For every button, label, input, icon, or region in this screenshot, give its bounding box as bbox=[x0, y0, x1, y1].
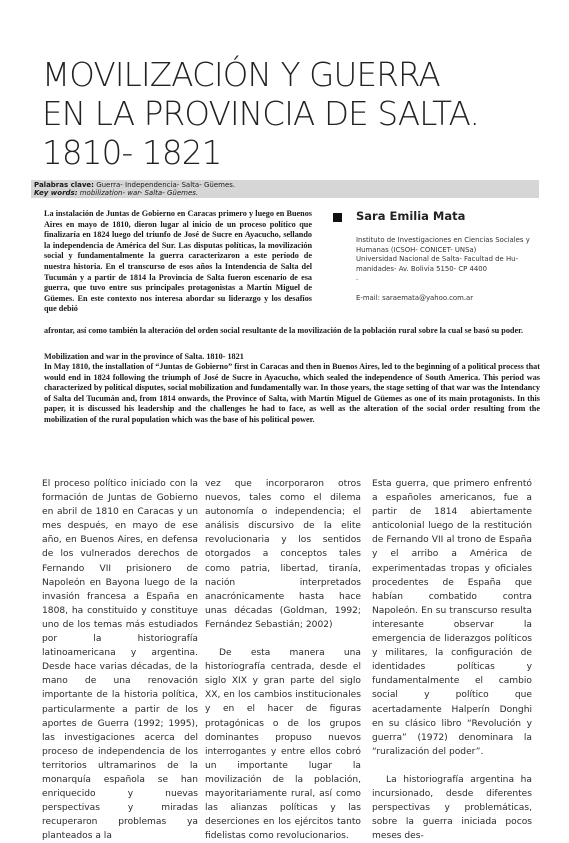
body-column-2 bbox=[205, 477, 361, 843]
keywords-es-label: Palabras clave: bbox=[34, 181, 94, 189]
paragraph: vez que incorporaron otros nuevos, tales como el dilema autonomía o independencia; el análisis discursivo de la elite revolucionaria y los sentidos otorgados a conceptos tales como patria, libertad, tiranía, nación interpretados anacrónicamente hasta hace unas décadas (Goldman, 1992; Fernández Sebastián; 2002) bbox=[205, 479, 361, 630]
abstract-en-title: Mobilization and war in the province of Salta. 1810- 1821 bbox=[44, 352, 244, 361]
abstract-es: La instalación de Juntas de Gobierno en Caracas primero y luego en Buenos Aires en mayo de 1810, dieron lugar al inicio de un proceso político que finalizaría en 1824 luego del triunfo de José de Sucre en Ayacucho, sellando la independencia de América del Sur. Las disputas políticas, la movilización social y fundamentalmente la guerra caracterizaron a este período de nuestra historia. En el transcurso de esos años la Intendencia de Salta del Tucumán y a partir de 1814 la Provincia de Salta fueron escenario de esa guerra, que tuvo entre sus principales protagonistas a Martín Miguel de Güemes. En este contexto nos interesa abordar su liderazgo y los desafíos que debió bbox=[44, 209, 312, 314]
abstract-en: In May 1810, the installation of “Juntas de Gobierno” first in Caracas and then in Buenos Aires, led to the beginning of a political process that would end in 1824 following the triumph of José de Sucre in Ayacucho, which sealed the independence of South America. This period was characterized by political disputes, social mobilization and fundamentally war. In those years, the stage setting of that war was the Intendancy of Salta del Tucumán and, from 1814 onwards, the Province of Salta, with Martín Miguel de Güemes as one of its main protagonists. In this paper, it is discussed his leadership and the challenges he had to face, as well as the alteration of the social order resulting from the mobilization of the rural population which was the base of his political power. bbox=[44, 362, 540, 424]
author-square-icon bbox=[333, 213, 342, 222]
title-line-3: 1810- 1821 bbox=[42, 134, 222, 172]
keywords-en-label: Key words: bbox=[34, 189, 78, 197]
author-name: Sara Emilia Mata bbox=[356, 209, 466, 223]
author-affiliation bbox=[356, 236, 546, 284]
keywords-en-value: mobilization- war- Salta- Güemes. bbox=[77, 189, 199, 197]
paragraph: Esta guerra, que primero enfrentó a españoles americanos, fue a partir de 1814 abiertamente anticolonial luego de la restitución de Fernando VII al trono de España y el arribo a América de experimentadas tropas y oficiales procedentes de España que habían combatido contra Napoleón. En su transcurso resulta interesante observar la emergencia de liderazgos políticos y militares, la configuración de identidades políticas y fundamentalmente el cambio social y político que acertadamente Halperín Donghi en su clásico libro “Revolución y guerra” (1972) denominara la “ruralización del poder”. bbox=[372, 479, 532, 757]
affiliation-line: . bbox=[356, 274, 359, 282]
body-column-1 bbox=[42, 477, 198, 843]
affiliation-line: Humanas (ICSOH- CONICET- UNSa) bbox=[356, 245, 477, 254]
paragraph: De esta manera una historiografía centrada, desde el siglo XIX y gran parte del siglo XX, en los cambios institucionales y en el hacer de figuras protagónicas o de los grupos dominantes propuso nuevos interrogantes y entre ellos cobró un importante lugar la movilización de la población, mayoritariamente rural, así como las alianzas políticas y las deserciones en los ejércitos tanto fidelistas como revolucionarios. bbox=[205, 648, 361, 842]
paragraph: El proceso político iniciado con la formación de Juntas de Gobierno en abril de 1810 en Caracas y un mes después, en mayo de ese año, en Buenos Aires, en defensa de los vulnerados derechos de Fernando VII prisionero de Napoleón en Bayona luego de la invasión francesa a España en 1808, ha constituido y constituye uno de los temas más estudiados por la historiografía latinoamericana y argentina. Desde hace varias décadas, de la mano de una renovación importante de la historia política, particularmente a partir de los aportes de Guerra (1992; 1995), las investigaciones acerca del proceso de independencia de los territorios ultramarinos de la monarquía española se han enriquecido y nuevas perspectivas y miradas recuperaron problemas ya planteados a la bbox=[42, 479, 198, 842]
affiliation-line: Universidad Nacional de Salta- Facultad de Hu- bbox=[356, 255, 518, 263]
keywords-en bbox=[31, 189, 539, 198]
paragraph: La historiografía argentina ha incursionado, desde diferentes perspectivas y problemáticas, sobre la guerra iniciada pocos meses des- bbox=[372, 774, 532, 842]
article-title bbox=[42, 56, 542, 173]
abstract-es-tail: afrontar, así como también la alteración del orden social resultante de la movilización de la población rural sobre la cual se basó su poder. bbox=[44, 326, 524, 335]
keywords-es-value: Guerra- Independencia- Salta- Güemes. bbox=[93, 181, 236, 189]
body-column-3 bbox=[372, 477, 532, 843]
affiliation-line: manidades- Av. Bolivia 5150- CP 4400 bbox=[356, 264, 488, 273]
affiliation-line: Instituto de Investigaciones en Ciencias Sociales y bbox=[356, 236, 530, 244]
author-email: E-mail: saraemata@yahoo.com.ar bbox=[356, 294, 474, 302]
title-line-1: MOVILIZACIÓN Y GUERRA bbox=[42, 56, 440, 94]
title-line-2: EN LA PROVINCIA DE SALTA. bbox=[42, 95, 480, 133]
